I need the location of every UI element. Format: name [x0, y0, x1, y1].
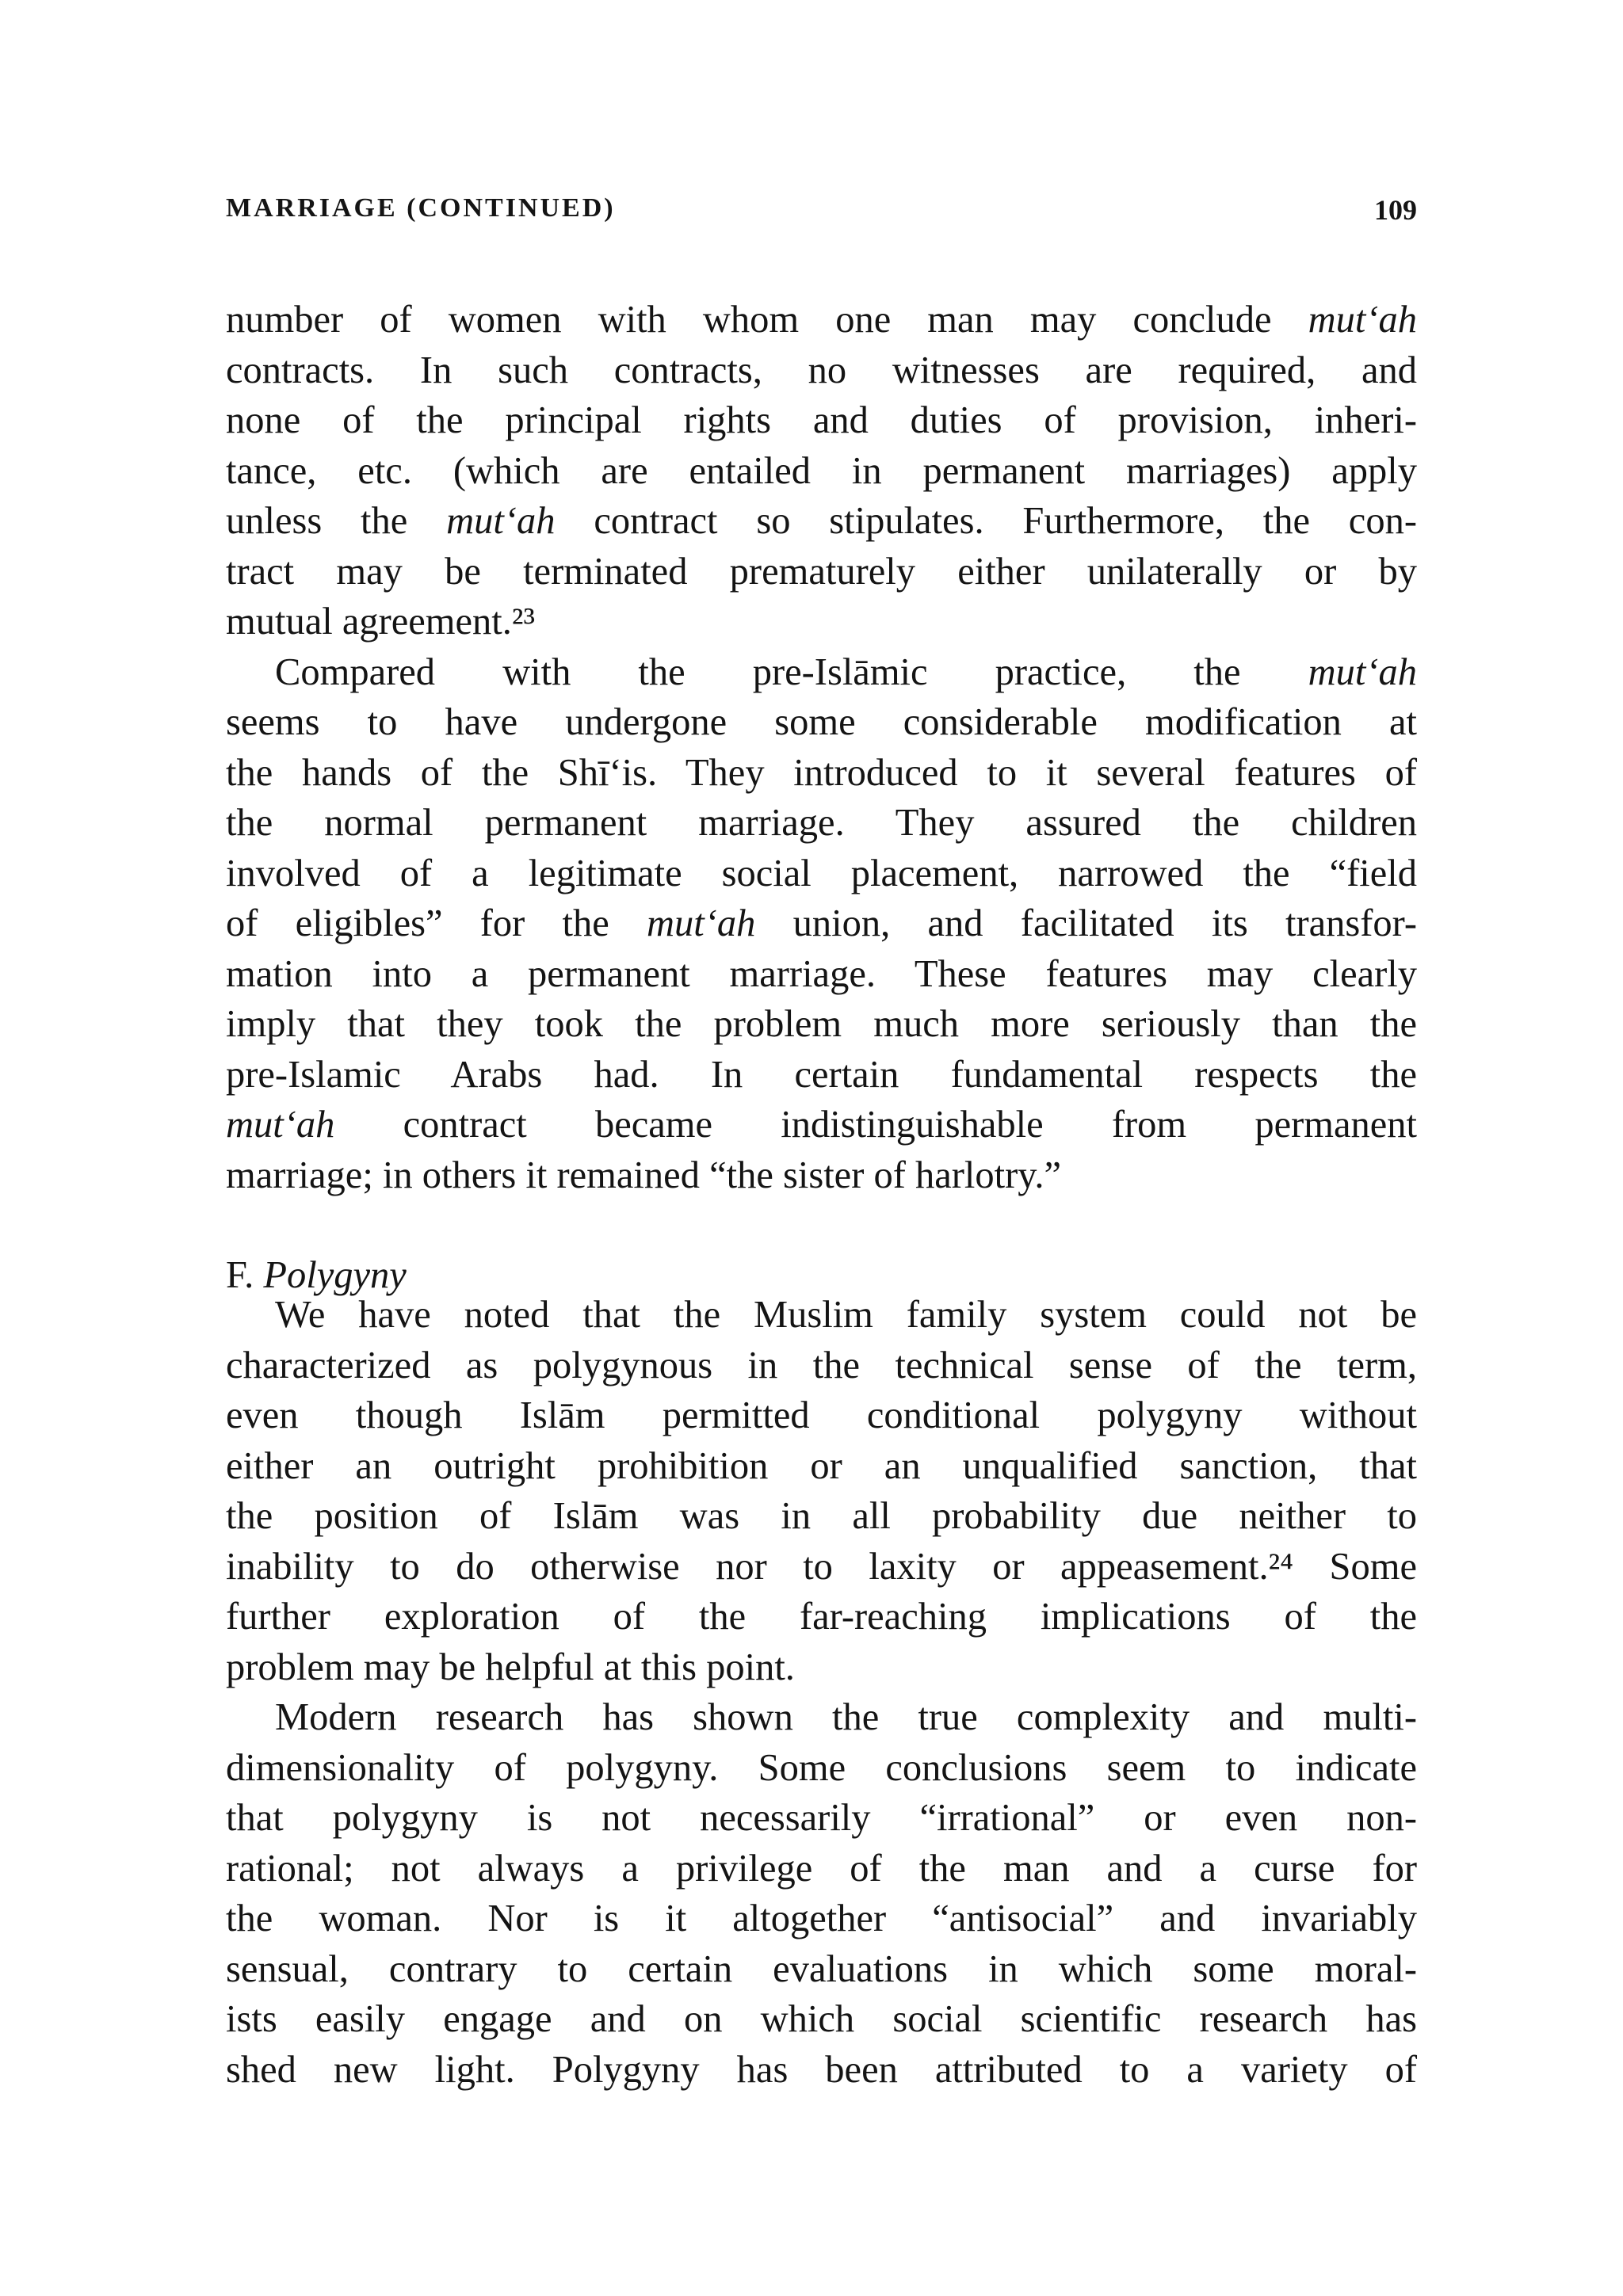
- section-title: Polygyny: [263, 1254, 407, 1296]
- section-label: F.: [226, 1254, 254, 1296]
- running-title: MARRIAGE (CONTINUED): [226, 193, 616, 223]
- body-text-bottom: [226, 1290, 1417, 2095]
- text-line: the hands of the Shī‘is. They introduced to it several features of: [226, 751, 1417, 794]
- text-line: Compared with the pre-Islāmic practice, the mut‘ah: [275, 650, 1417, 693]
- text-line: mutual agreement.²³: [226, 601, 535, 643]
- page-number: 109: [1374, 194, 1417, 226]
- text-line: unless the mut‘ah contract so stipulates. Furthermore, the con-: [226, 500, 1417, 542]
- text-line: characterized as polygynous in the technical sense of the term,: [226, 1344, 1417, 1386]
- text-line: problem may be helpful at this point.: [226, 1646, 795, 1688]
- text-line: tance, etc. (which are entailed in permanent marriages) apply: [226, 449, 1417, 492]
- text-line: the normal permanent marriage. They assured the children: [226, 802, 1417, 844]
- text-line: number of women with whom one man may conclude mut‘ah: [226, 299, 1417, 341]
- text-line: that polygyny is not necessarily “irrational” or even non-: [226, 1797, 1417, 1839]
- text-line: inability to do otherwise nor to laxity or appeasement.²⁴ Some: [226, 1545, 1417, 1588]
- text-line: tract may be terminated prematurely either unilaterally or by: [226, 550, 1417, 593]
- text-line: We have noted that the Muslim family system could not be: [275, 1294, 1417, 1336]
- text-line: involved of a legitimate social placement, narrowed the “field: [226, 852, 1417, 894]
- text-line: either an outright prohibition or an unqualified sanction, that: [226, 1444, 1417, 1487]
- text-line: imply that they took the problem much more seriously than the: [226, 1003, 1417, 1045]
- text-line: further exploration of the far-reaching implications of the: [226, 1596, 1417, 1638]
- text-line: Modern research has shown the true complexity and multi-: [275, 1696, 1417, 1738]
- body-text-top: [226, 295, 1417, 1200]
- text-line: the woman. Nor is it altogether “antisocial” and invariably: [226, 1897, 1417, 1939]
- running-head: [226, 193, 1417, 241]
- text-line: dimensionality of polygyny. Some conclusions seem to indicate: [226, 1746, 1417, 1789]
- text-line: mation into a permanent marriage. These features may clearly: [226, 952, 1417, 995]
- text-line: mut‘ah contract became indistinguishable from permanent: [226, 1104, 1417, 1146]
- text-line: pre-Islamic Arabs had. In certain fundamental respects the: [226, 1053, 1417, 1096]
- text-line: even though Islām permitted conditional polygyny without: [226, 1394, 1417, 1436]
- text-line: none of the principal rights and duties of provision, inheri-: [226, 399, 1417, 441]
- text-line: contracts. In such contracts, no witnesses are required, and: [226, 349, 1417, 391]
- text-line: of eligibles” for the mut‘ah union, and facilitated its transfor-: [226, 902, 1417, 944]
- text-line: sensual, contrary to certain evaluations in which some moral-: [226, 1947, 1417, 1990]
- text-line: ists easily engage and on which social scientific research has: [226, 1998, 1417, 2040]
- text-line: seems to have undergone some considerable modification at: [226, 701, 1417, 743]
- text-line: shed new light. Polygyny has been attributed to a variety of: [226, 2048, 1417, 2091]
- text-line: rational; not always a privilege of the man and a curse for: [226, 1847, 1417, 1890]
- text-line: marriage; in others it remained “the sister of harlotry.”: [226, 1154, 1062, 1196]
- text-line: the position of Islām was in all probability due neither to: [226, 1495, 1417, 1537]
